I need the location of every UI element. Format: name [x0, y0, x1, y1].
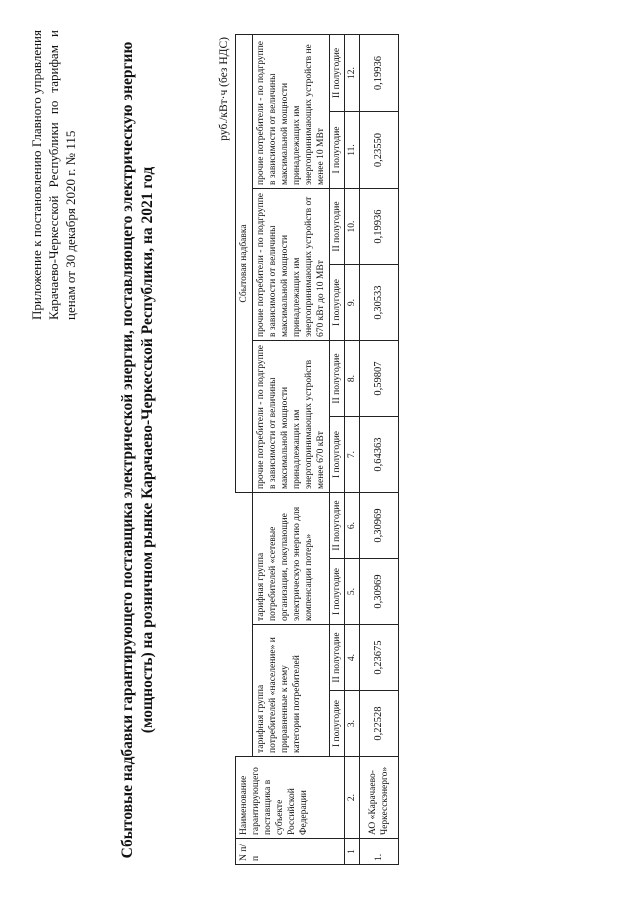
document-title: Сбытовые надбавки гарантирующего поставщика электрической энергии, поставляющего электрическую энергию (мощность) на розничном рынке Карачаево-Черкесской Республики, на 2021 год: [119, 41, 156, 859]
value-cell: 0,30969: [360, 559, 399, 625]
header-blank: [236, 493, 253, 757]
value-cell: 0,23550: [360, 112, 399, 189]
group-population: тарифная группа потребителей «население» и приравненные к нему категории потребителей: [253, 625, 330, 757]
value-cell: 0,19936: [360, 189, 399, 265]
col-num: 7.: [345, 417, 360, 493]
group-other-670kw-10mw: прочие потребители - по подгруппе в зависимости от величины максимальной мощности принадлежащих им энергопринимающих устройств от 670 кВт до 10 МВт: [253, 189, 330, 341]
header-num: N п/п: [236, 839, 345, 865]
half-label: II полугодие: [330, 189, 345, 265]
table-row: [360, 35, 399, 865]
value-cell: 0,22528: [360, 691, 399, 757]
col-num: 1: [345, 839, 360, 865]
unit-label: руб./кВт·ч (без НДС): [218, 37, 230, 141]
col-num: 2.: [345, 757, 360, 839]
row-supplier-name: АО «Карачаево-Черкесскэнерго»: [360, 757, 399, 839]
half-label: II полугодие: [330, 35, 345, 112]
group-other-over-10mw: прочие потребители - по подгруппе в зависимости от величины максимальной мощности принадлежащих им энергопринимающих устройств не менее 10 МВт: [253, 35, 330, 189]
header-row-1: [236, 35, 253, 865]
half-label: I полугодие: [330, 559, 345, 625]
half-label: II полугодие: [330, 493, 345, 559]
value-cell: 0,19936: [360, 35, 399, 112]
col-num: 6.: [345, 493, 360, 559]
value-cell: 0,30969: [360, 493, 399, 559]
value-cell: 0,23675: [360, 625, 399, 691]
value-cell: 0,30533: [360, 265, 399, 341]
header-supplier-name: Наименование гарантирующего поставщика в субъекте Российской Федерации: [236, 757, 345, 839]
col-num: 4.: [345, 625, 360, 691]
col-num: 10.: [345, 189, 360, 265]
col-num: 12.: [345, 35, 360, 112]
half-label: I полугодие: [330, 691, 345, 757]
value-cell: 0,64363: [360, 417, 399, 493]
appendix-header: Приложение к постановлению Главного управления Карачаево-Черкесской Республики по тарифам и ценам от 30 декабря 2020 г. № 115: [29, 30, 78, 320]
group-other-under-670kw: прочие потребители - по подгруппе в зависимости от величины максимальной мощности принадлежащих им энергопринимающих устройств менее 670 кВт: [253, 341, 330, 493]
surcharge-table: [235, 34, 399, 865]
col-num: 5.: [345, 559, 360, 625]
header-surcharge: Сбытовая надбавка: [236, 35, 253, 493]
half-label: II полугодие: [330, 625, 345, 691]
row-num: 1.: [360, 839, 399, 865]
half-label: II полугодие: [330, 341, 345, 417]
column-number-row: [345, 35, 360, 865]
col-num: 3.: [345, 691, 360, 757]
half-label: I полугодие: [330, 417, 345, 493]
half-label: I полугодие: [330, 112, 345, 189]
group-grid-organizations: тарифная группа потребителей «сетевые организации, покупающие электрическую энергию для компенсации потерь»: [253, 493, 330, 625]
col-num: 8.: [345, 341, 360, 417]
col-num: 11.: [345, 112, 360, 189]
col-num: 9.: [345, 265, 360, 341]
header-row-2: [253, 35, 330, 865]
value-cell: 0,59807: [360, 341, 399, 417]
header-row-halves: [330, 35, 345, 865]
half-label: I полугодие: [330, 265, 345, 341]
